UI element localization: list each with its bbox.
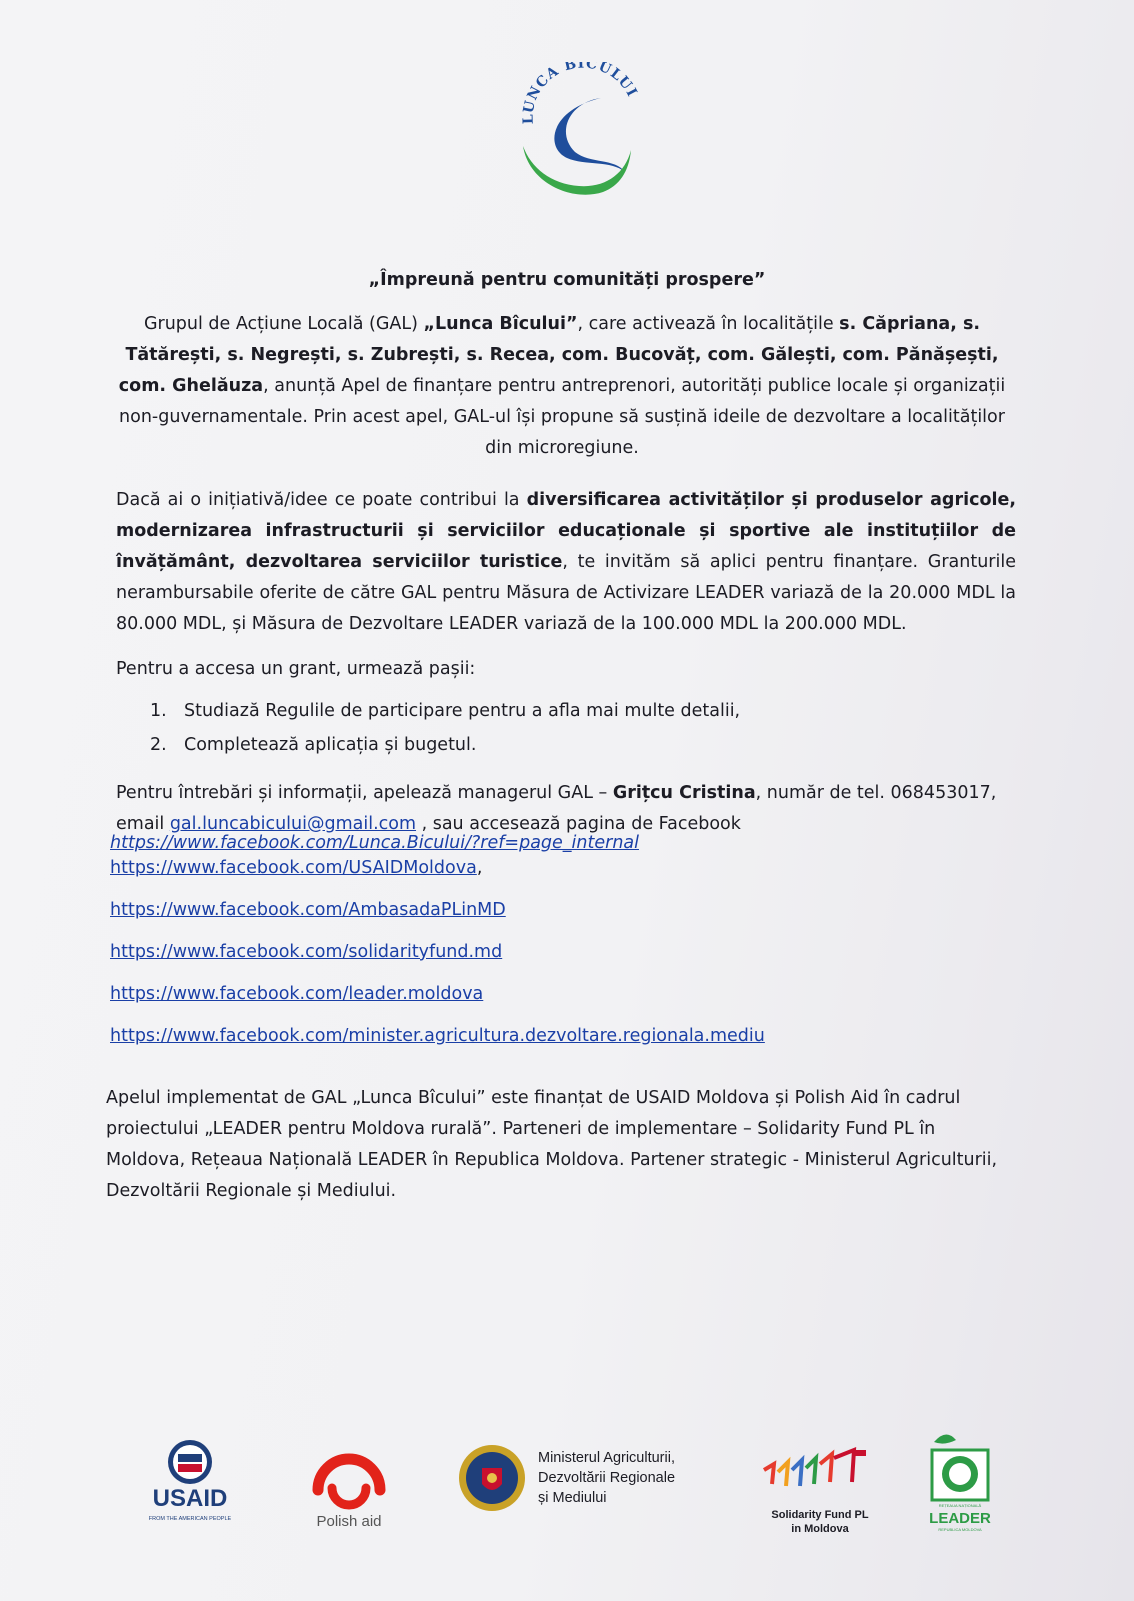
facebook-link-usaid[interactable]: https://www.facebook.com/USAIDMoldova xyxy=(110,858,477,878)
facebook-link-lunca[interactable]: https://www.facebook.com/Lunca.Bicului/?ref=page_internal xyxy=(110,833,639,853)
steps-intro: Pentru a accesa un grant, urmează pașii: xyxy=(116,659,476,679)
svg-text:Ministerul Agriculturii,: Ministerul Agriculturii, xyxy=(538,1450,675,1466)
usaid-logo xyxy=(134,1438,246,1528)
headline: „Împreună pentru comunități prospere” xyxy=(368,270,766,290)
email-link[interactable]: gal.luncabicului@gmail.com xyxy=(169,814,417,834)
closing-paragraph: Apelul implementat de GAL „Lunca Bîcului” este finanțat de USAID Moldova și Polish Aid în cadrul proiectului „LEADER pentru Moldova rurală”. Parteneri de implementare – Solidarity Fund PL în Moldova, Rețeaua Națională LEADER în Republica Moldova. Partener strategic - Ministerul Agriculturii, Dezvoltării Regionale și Mediului. xyxy=(106,1088,998,1201)
solidarity-fund-logo xyxy=(760,1442,880,1542)
facebook-links: https://www.facebook.com/Lunca.Bicului/?ref=page_internal https://www.facebook.com/USAIDMoldova, https://www.facebook.com/AmbasadaPLinMD https://www.facebook.com/solidarityfund.md https://www.facebook.com/leader.moldova https://www.facebook.com/minister.agricultura.dezvoltare.regionala.mediu xyxy=(110,833,765,1046)
contact-paragraph: Pentru întrebări și informații, apelează managerul GAL – Grițcu Cristina, număr de tel. 068453017, email gal.luncabicului@gmail.com , sau accesează pagina de Facebook xyxy=(116,783,997,834)
svg-text:LUNCA BÎCULUI: LUNCA BÎCULUI xyxy=(520,62,641,125)
facebook-link-solidarity[interactable]: https://www.facebook.com/solidarityfund.md xyxy=(110,942,503,962)
svg-text:LEADER: LEADER xyxy=(929,1510,991,1527)
polish-aid-logo xyxy=(304,1448,394,1534)
svg-text:FROM THE AMERICAN PEOPLE: FROM THE AMERICAN PEOPLE xyxy=(148,1516,232,1522)
svg-text:USAID: USAID xyxy=(152,1485,228,1512)
svg-text:Polish aid: Polish aid xyxy=(316,1513,382,1530)
step-item: 2. Completează aplicația și bugetul. xyxy=(150,735,477,755)
intro-paragraph: Grupul de Acțiune Locală (GAL) „Lunca Bîcului”, care activează în localitățile s. Căpriana, s. Tătărești, s. Negrești, s. Zubrești, s. Recea, com. Bucovăț, com. Gălești, com. Pănășești, com. Ghelăuza, anunță Apel de finanțare pentru antreprenori, autorități publice locale și organizații non-guvernamentale. Prin acest apel, GAL-ul își propune să susțină ideile de dezvoltare a localităților din microregiune. xyxy=(118,314,1006,458)
svg-text:Dezvoltării Regionale: Dezvoltării Regionale xyxy=(538,1470,676,1486)
facebook-link-embassy[interactable]: https://www.facebook.com/AmbasadaPLinMD xyxy=(110,900,506,920)
ministry-logo xyxy=(458,1440,708,1520)
facebook-link-ministry[interactable]: https://www.facebook.com/minister.agricultura.dezvoltare.regionala.mediu xyxy=(110,1026,765,1046)
svg-text:REPUBLICA MOLDOVA: REPUBLICA MOLDOVA xyxy=(938,1527,982,1532)
steps-list xyxy=(150,694,740,762)
initiative-paragraph: Dacă ai o inițiativă/idee ce poate contribui la diversificarea activităților și produselor agricole, modernizarea infrastructurii și serviciilor educaționale și sportive ale instituțiilor de învățământ, dezvoltarea serviciilor turistice, te invităm să aplici pentru finanțare. Granturile nerambursabile oferite de către GAL pentru Măsura de Activizare LEADER variază de la 20.000 MDL la 80.000 MDL, și Măsura de Dezvoltare LEADER variază de la 100.000 MDL la 200.000 MDL. xyxy=(116,490,1016,634)
lunca-bicului-logo xyxy=(515,62,645,212)
svg-text:Solidarity Fund PL: Solidarity Fund PL xyxy=(771,1509,869,1521)
leader-logo xyxy=(924,1428,996,1538)
svg-text:și Mediului: și Mediului xyxy=(538,1490,607,1506)
step-item: 1. Studiază Regulile de participare pentru a afla mai multe detalii, xyxy=(150,701,741,721)
facebook-link-leader[interactable]: https://www.facebook.com/leader.moldova xyxy=(110,984,484,1004)
svg-text:REȚEAUA NAȚIONALĂ: REȚEAUA NAȚIONALĂ xyxy=(938,1503,982,1508)
svg-text:in Moldova: in Moldova xyxy=(791,1523,849,1535)
